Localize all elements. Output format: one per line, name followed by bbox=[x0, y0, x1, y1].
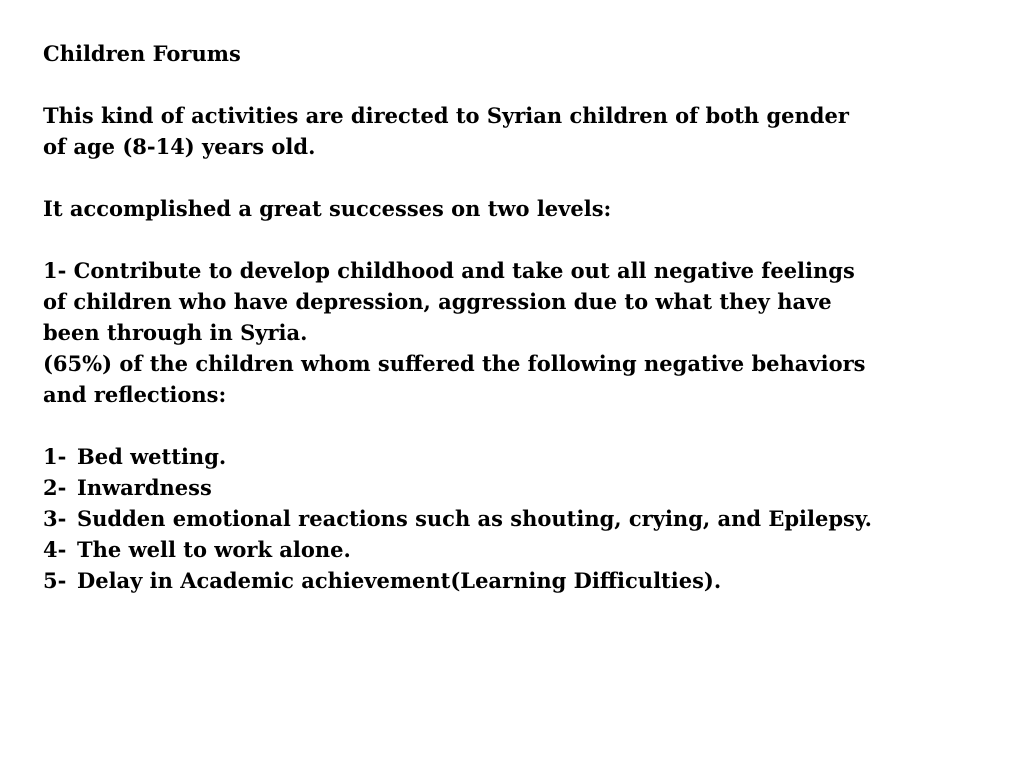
spacer bbox=[43, 410, 984, 441]
behaviors-list bbox=[43, 441, 984, 596]
list-item bbox=[43, 565, 984, 596]
point1-line-3: been through in Syria. bbox=[43, 320, 308, 345]
intro-line-1: This kind of activities are directed to Syrian children of both gender bbox=[43, 103, 849, 128]
point1-line-1: 1- Contribute to develop childhood and take out all negative feelings bbox=[43, 258, 855, 283]
spacer bbox=[43, 224, 984, 255]
document-title: Children Forums bbox=[43, 41, 241, 66]
list-item-text: The well to work alone. bbox=[77, 537, 351, 562]
list-item bbox=[43, 441, 984, 472]
list-item bbox=[43, 472, 984, 503]
levels-line: It accomplished a great successes on two levels: bbox=[43, 196, 612, 221]
list-item-text: Inwardness bbox=[77, 475, 212, 500]
spacer bbox=[43, 162, 984, 193]
list-item bbox=[43, 503, 984, 534]
spacer bbox=[43, 69, 984, 100]
point1-line-2: of children who have depression, aggression due to what they have bbox=[43, 289, 832, 314]
list-item-number: 3- bbox=[43, 506, 67, 531]
list-item-number: 2- bbox=[43, 475, 67, 500]
percent-line-1: (65%) of the children whom suffered the following negative behaviors bbox=[43, 351, 866, 376]
list-item-number: 1- bbox=[43, 444, 67, 469]
list-item bbox=[43, 534, 984, 565]
list-item-text: Sudden emotional reactions such as shouting, crying, and Epilepsy. bbox=[77, 506, 872, 531]
intro-line-2: of age (8-14) years old. bbox=[43, 134, 316, 159]
list-item-number: 5- bbox=[43, 568, 67, 593]
list-item-text: Delay in Academic achievement(Learning Difficulties). bbox=[77, 568, 722, 593]
list-item-text: Bed wetting. bbox=[77, 444, 227, 469]
list-item-number: 4- bbox=[43, 537, 67, 562]
percent-line-2: and reflections: bbox=[43, 382, 227, 407]
